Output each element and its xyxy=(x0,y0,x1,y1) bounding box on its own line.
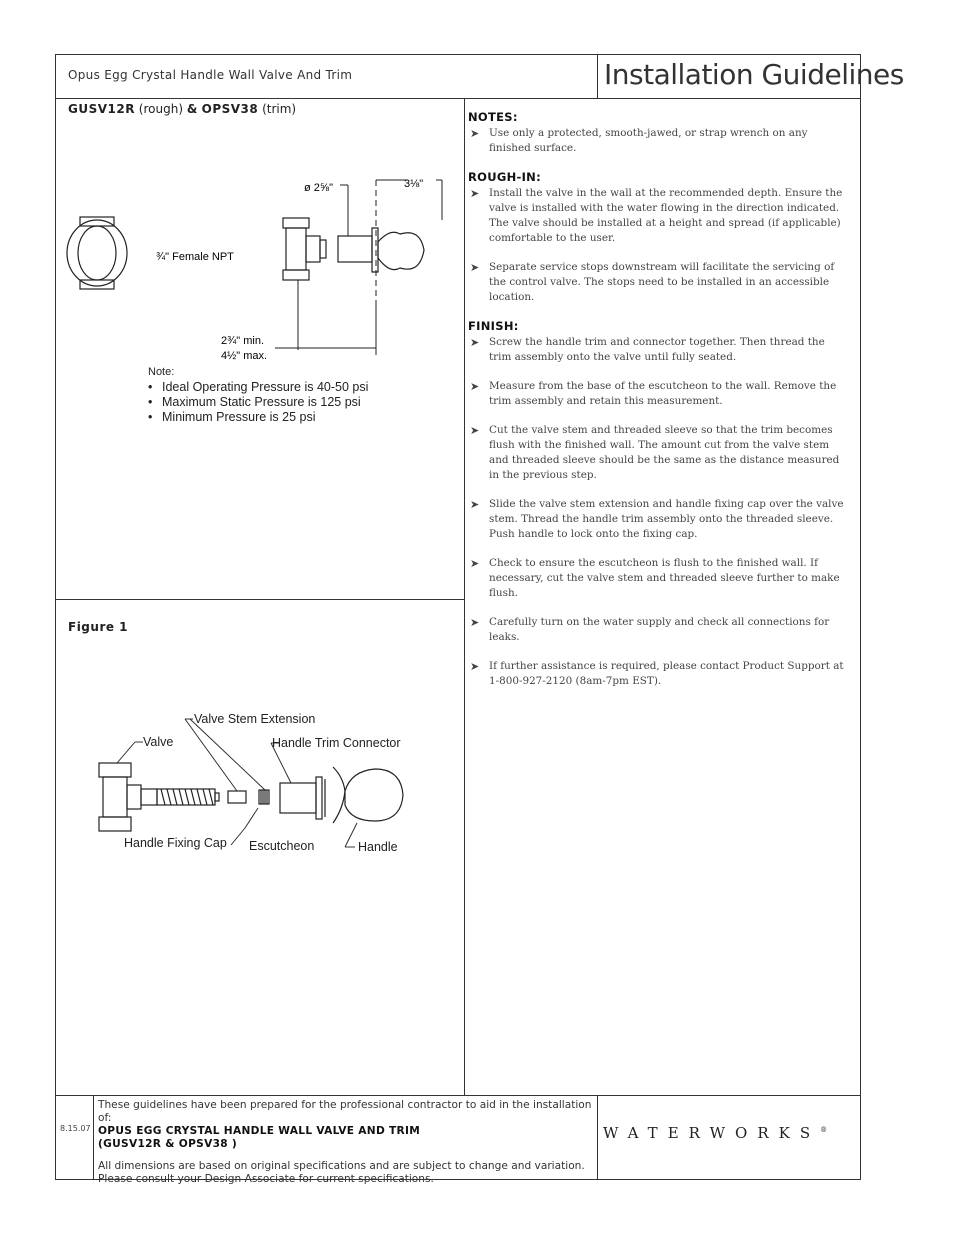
footer-product-line1: OPUS EGG CRYSTAL HANDLE WALL VALVE AND TRIM xyxy=(98,1125,421,1137)
threaded-stem xyxy=(157,789,219,805)
list-item xyxy=(468,659,848,689)
item-text: Slide the valve stem extension and handle fixing cap over the valve stem. Thread the handle trim assembly onto the threaded sleeve. Push handle to lock onto the fixing cap. xyxy=(489,498,844,540)
list-item xyxy=(468,497,848,542)
trim-code: OPSV38 xyxy=(201,102,259,116)
frame-right xyxy=(860,54,861,1180)
list-item: • Ideal Operating Pressure is 40-50 psi xyxy=(148,380,368,395)
arrow-bullet-icon: ➤ xyxy=(470,616,480,629)
header-divider xyxy=(55,98,861,99)
footer-text xyxy=(98,1099,598,1186)
diameter-label: ø 2⅝" xyxy=(304,182,333,194)
footer-disclaimer1: All dimensions are based on original specifications and are subject to change and variation. xyxy=(98,1160,585,1172)
list-item xyxy=(468,423,848,483)
instructions-column xyxy=(468,110,848,703)
valve-body xyxy=(99,763,157,831)
arrow-bullet-icon: ➤ xyxy=(470,498,480,511)
rough-in-heading: ROUGH-IN: xyxy=(468,170,542,184)
frame-top xyxy=(55,54,861,55)
npt-label: ¾" Female NPT xyxy=(156,251,234,263)
depth-label: 3⅛" xyxy=(404,178,424,190)
fixing-cap xyxy=(259,790,269,804)
item-text: Separate service stops downstream will facilitate the servicing of the control valve. The stops need to be installed in an accessible location. xyxy=(489,261,835,303)
valve-front-view xyxy=(67,217,127,289)
list-item: • Minimum Pressure is 25 psi xyxy=(148,410,368,425)
list-item xyxy=(468,615,848,645)
trim-connector xyxy=(280,783,316,813)
arrow-bullet-icon: ➤ xyxy=(470,380,480,393)
item-text: If further assistance is required, please contact Product Support at 1-800-927-2120 (8am-7pm EST). xyxy=(489,660,844,687)
dimension-lines xyxy=(275,180,442,355)
list-item xyxy=(468,260,848,305)
registered-mark: ® xyxy=(820,1126,828,1134)
pressure-note xyxy=(148,366,368,425)
list-item xyxy=(468,335,848,365)
footer-product-line2: (GUSV12R & OPSV38 ) xyxy=(98,1138,238,1150)
list-item xyxy=(468,379,848,409)
footer-intro: These guidelines have been prepared for the professional contractor to aid in the installation of: xyxy=(98,1099,592,1124)
valve-dimension-diagram xyxy=(60,170,460,365)
footer-vertical-1 xyxy=(93,1095,94,1180)
valve-side-view xyxy=(283,218,424,280)
rough-label: (rough) xyxy=(138,102,183,116)
figure-title: Figure 1 xyxy=(68,620,129,634)
footer-divider xyxy=(55,1095,861,1096)
stem-extension xyxy=(228,791,246,803)
min-label: 2¾" min. xyxy=(221,335,265,347)
label-valve-stem-extension: Valve Stem Extension xyxy=(194,712,316,726)
list-item xyxy=(468,556,848,601)
column-divider xyxy=(464,98,465,1095)
pressure-note-list xyxy=(148,380,368,425)
arrow-bullet-icon: ➤ xyxy=(470,261,480,274)
list-item xyxy=(468,186,848,246)
item-text: Cut the valve stem and threaded sleeve so that the trim becomes flush with the finished wall. The amount cut from the valve stem and threaded sleeve should be the same as the distance measured in the previous step. xyxy=(489,424,840,481)
item-text: Screw the handle trim and connector together. Then thread the trim assembly onto the valve until fully seated. xyxy=(489,336,825,363)
arrow-bullet-icon: ➤ xyxy=(470,127,480,140)
max-label: 4½" max. xyxy=(221,350,268,362)
left-section-divider xyxy=(55,599,465,600)
handle xyxy=(333,767,403,823)
arrow-bullet-icon: ➤ xyxy=(470,557,480,570)
item-text: Check to ensure the escutcheon is flush to the finished wall. If necessary, cut the valve stem and threaded sleeve further to make flush. xyxy=(489,557,840,599)
label-escutcheon: Escutcheon xyxy=(249,839,315,853)
amp: & xyxy=(186,102,198,116)
label-handle-trim-connector: Handle Trim Connector xyxy=(272,736,401,750)
trim-label: (trim) xyxy=(262,102,297,116)
item-text: Carefully turn on the water supply and check all connections for leaks. xyxy=(489,616,830,643)
escutcheon xyxy=(316,777,325,819)
model-line xyxy=(68,102,296,116)
waterworks-logo xyxy=(603,1124,827,1142)
label-valve: Valve xyxy=(143,735,174,749)
item-text: Measure from the base of the escutcheon to the wall. Remove the trim assembly and retain this measurement. xyxy=(489,380,837,407)
header-vertical xyxy=(597,54,598,99)
finish-heading: FINISH: xyxy=(468,319,519,333)
frame-left xyxy=(55,54,56,1180)
label-handle-fixing-cap: Handle Fixing Cap xyxy=(124,836,227,850)
notes-heading: NOTES: xyxy=(468,110,518,124)
arrow-bullet-icon: ➤ xyxy=(470,660,480,673)
arrow-bullet-icon: ➤ xyxy=(470,336,480,349)
rough-code: GUSV12R xyxy=(68,102,135,116)
item-text: Install the valve in the wall at the recommended depth. Ensure the valve is installed with the water flowing in the direction indicated. The valve should be installed at a height and spread (if applicable) comfortable to the user. xyxy=(489,187,843,244)
label-handle: Handle xyxy=(358,840,398,854)
arrow-bullet-icon: ➤ xyxy=(470,424,480,437)
revision-date: 8.15.07 xyxy=(60,1124,91,1133)
document-title: Installation Guidelines xyxy=(604,58,904,91)
list-item: • Maximum Static Pressure is 125 psi xyxy=(148,395,368,410)
exploded-assembly-diagram xyxy=(95,705,425,855)
arrow-bullet-icon: ➤ xyxy=(470,187,480,200)
logo-text: WATERWORKS xyxy=(603,1124,821,1142)
document-subtitle: Opus Egg Crystal Handle Wall Valve And Trim xyxy=(68,68,353,82)
footer-disclaimer2: Please consult your Design Associate for current specifications. xyxy=(98,1173,434,1185)
list-item xyxy=(468,126,848,156)
item-text: Use only a protected, smooth-jawed, or strap wrench on any finished surface. xyxy=(489,127,808,154)
pressure-note-heading: Note: xyxy=(148,366,175,378)
